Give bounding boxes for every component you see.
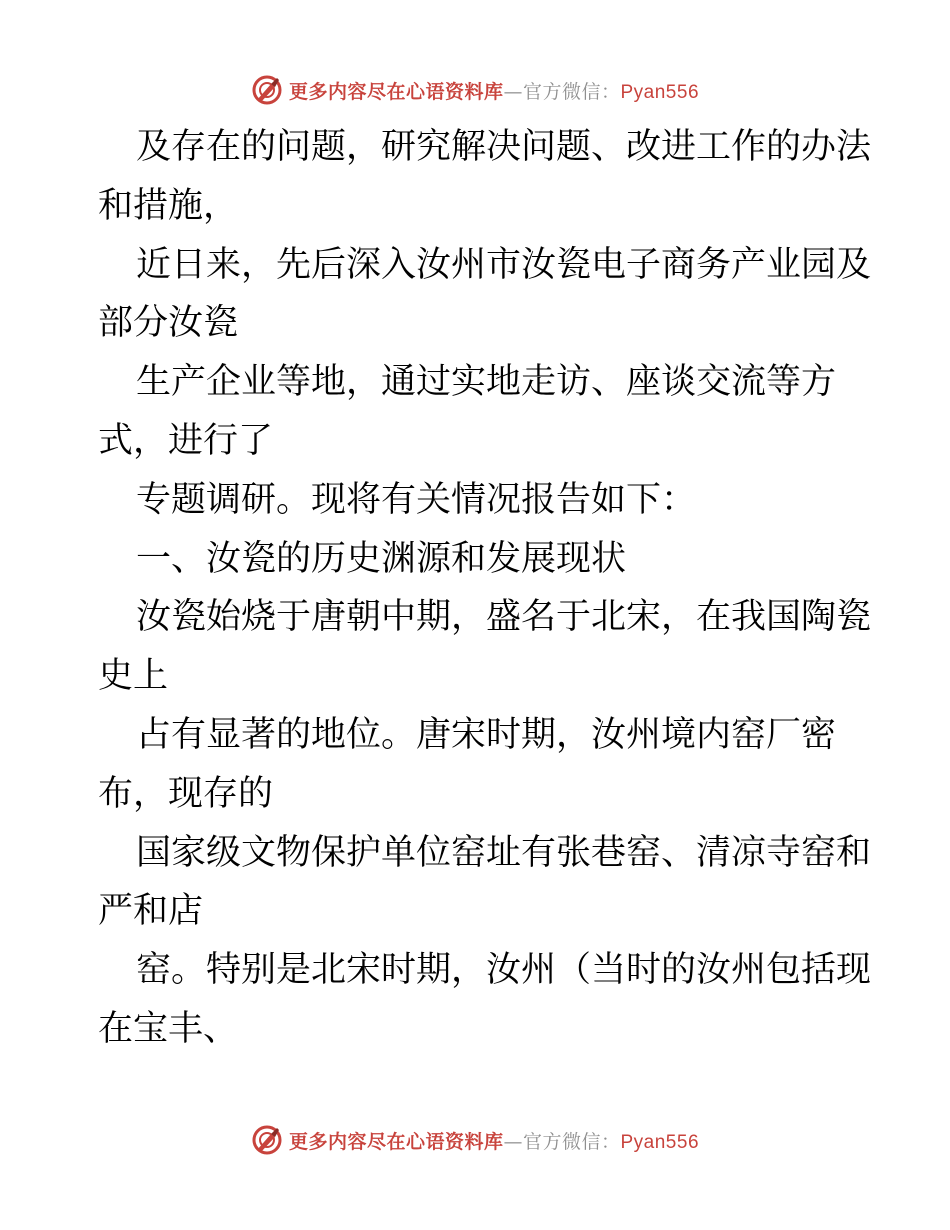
text-line: 及存在的问题，研究解决问题、改进工作的办法 <box>136 127 872 167</box>
footer-banner-label: 官方微信： <box>522 1130 621 1153</box>
footer-banner-account: Pyan556 <box>620 1131 700 1153</box>
text-line: 专题调研。现将有关情况报告如下： <box>136 479 697 520</box>
pen-logo-icon <box>251 1124 283 1156</box>
footer-banner-mark: 更多内容尽在心语资料库 <box>288 1130 504 1153</box>
header-banner-mark: 更多内容尽在心语资料库 <box>288 80 504 103</box>
text-line: 式，进行了 <box>98 420 274 461</box>
text-line: 史上 <box>98 656 169 697</box>
header-watermark-banner <box>0 70 950 110</box>
footer-banner-dash: — <box>503 1130 523 1153</box>
text-line: 近日来，先后深入汝州市汝瓷电子商务产业园及 <box>136 244 872 285</box>
footer-watermark-banner <box>0 1120 950 1160</box>
pen-logo-icon <box>251 74 283 106</box>
header-banner-label: 官方微信： <box>522 80 621 103</box>
text-line: 部分汝瓷 <box>98 303 239 344</box>
header-banner-dash: — <box>503 80 523 103</box>
text-line: 布，现存的 <box>98 773 274 814</box>
document-body <box>98 118 872 1059</box>
text-line: 严和店 <box>98 891 204 932</box>
text-line: 窑。特别是北宋时期，汝州（当时的汝州包括现 <box>136 950 872 991</box>
text-line: 占有显著的地位。唐宋时期，汝州境内窑厂密 <box>136 714 837 755</box>
text-line: 和措施， <box>98 185 239 226</box>
footer-banner-text <box>289 1127 699 1154</box>
section-heading: 一、汝瓷的历史渊源和发展现状 <box>136 538 627 579</box>
text-line: 汝瓷始烧于唐朝中期，盛名于北宋，在我国陶瓷 <box>136 597 872 638</box>
header-banner-account: Pyan556 <box>620 81 700 103</box>
text-line: 生产企业等地，通过实地走访、座谈交流等方 <box>136 362 837 403</box>
text-line: 国家级文物保护单位窑址有张巷窑、清凉寺窑和 <box>136 832 872 873</box>
text-line: 在宝丰、 <box>98 1008 239 1049</box>
header-banner-text <box>289 77 699 104</box>
